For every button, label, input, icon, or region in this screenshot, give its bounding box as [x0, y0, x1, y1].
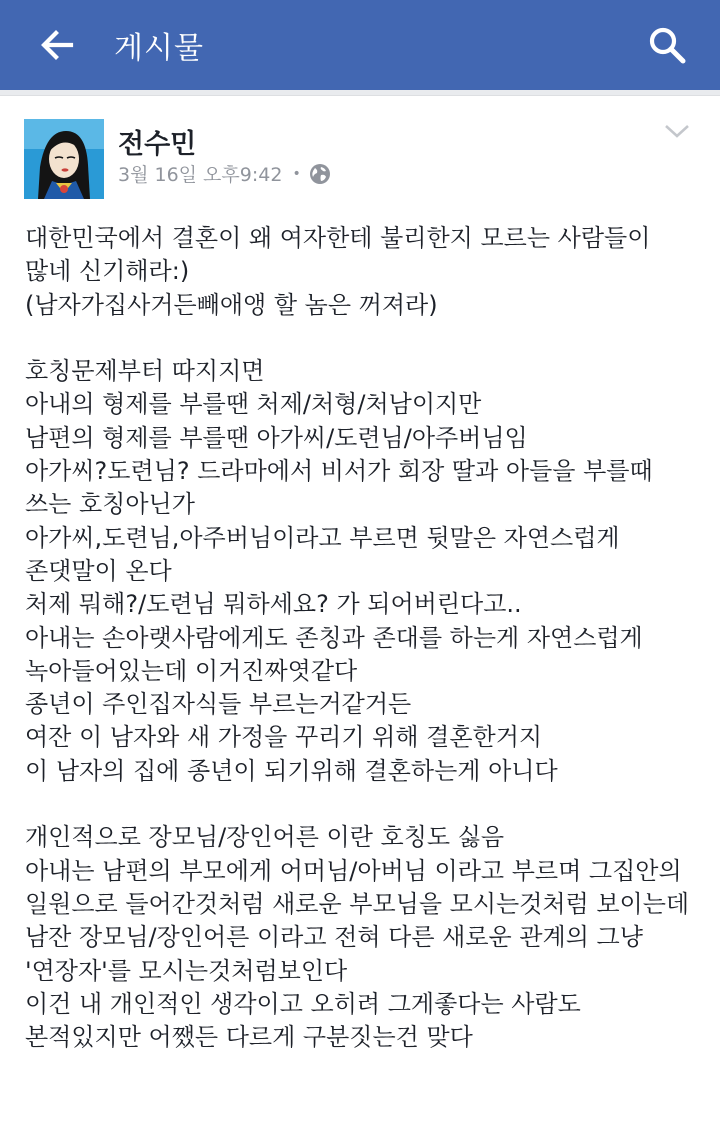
post-text-line: 아가씨,도련님,아주버님이라고 부르면 뒷말은 자연스럽게 [25, 523, 620, 552]
post-text-line: 많네 신기해라:) [25, 257, 190, 286]
app-bar [0, 0, 720, 90]
avatar[interactable] [24, 119, 104, 199]
post-text-line: 아가씨?도련님? 드라마에서 비서가 회장 딸과 아들을 부를때 [25, 457, 653, 486]
post-text-line: 아내의 형제를 부를땐 처제/처형/처남이지만 [25, 390, 482, 419]
post-text-line: 이건 내 개인적인 생각이고 오히려 그게좋다는 사람도 [25, 989, 581, 1018]
post-text-line: 처제 뭐해?/도련님 뭐하세요? 가 되어버린다고.. [25, 590, 522, 619]
author-name[interactable]: 전수민 [118, 129, 197, 160]
search-icon [647, 25, 687, 65]
globe-icon [309, 163, 331, 185]
post-text-line: 여잔 이 남자와 새 가정을 꾸리기 위해 결혼한거지 [25, 723, 543, 752]
post-body [25, 222, 705, 1054]
post-menu-button[interactable] [660, 116, 694, 146]
back-button[interactable] [30, 18, 84, 72]
post-text-line: 남잔 장모님/장인어른 이라고 전혀 다른 새로운 관계의 그냥 [25, 923, 643, 952]
post-text-line: 아내는 남편의 부모에게 어머님/아버님 이라고 부르며 그집안의 [25, 856, 682, 885]
post-text-line: 이 남자의 집에 종년이 되기위해 결혼하는게 아니다 [25, 756, 558, 785]
post-text-line: 일원으로 들어간것처럼 새로운 부모님을 모시는것처럼 보이는데 [25, 889, 690, 918]
post-text-line: 본적있지만 어쨌든 다르게 구분짓는건 맞다 [25, 1023, 473, 1052]
post-text-line: 남편의 형제를 부를땐 아가씨/도련님/아주버님임 [25, 423, 528, 452]
chevron-down-icon [664, 123, 690, 139]
search-button[interactable] [642, 20, 692, 70]
post-text-line: 녹아들어있는데 이거진짜엿같다 [25, 656, 358, 685]
profile-picture [24, 119, 104, 199]
post-card [0, 95, 720, 1128]
post-text-line: 존댓말이 온다 [25, 556, 172, 585]
post-text-line [25, 322, 705, 355]
post-text-line [25, 788, 705, 821]
post-text-line: 개인적으로 장모님/장인어른 이란 호칭도 싫음 [25, 823, 505, 852]
post-timestamp[interactable]: 3월 16일 오후9:42 [118, 164, 283, 186]
post-text-line: 아내는 손아랫사람에게도 존칭과 존대를 하는게 자연스럽게 [25, 623, 643, 652]
arrow-back-icon [37, 25, 77, 65]
post-text-line: (남자가집사거든빼애앵 할 놈은 꺼져라) [25, 290, 438, 319]
meta-separator: • [292, 165, 301, 182]
post-meta [118, 160, 331, 187]
post-text-line: 호칭문제부터 따지지면 [25, 357, 265, 386]
page-title: 게시물 [114, 31, 204, 66]
post-text-line: 대한민국에서 결혼이 왜 여자한테 불리한지 모르는 사람들이 [25, 224, 651, 252]
post-text-line: '연장자'를 모시는것처럼보인다 [25, 956, 348, 985]
post-text-line: 쓰는 호칭아닌가 [25, 490, 195, 519]
post-text-line: 종년이 주인집자식들 부르는거같거든 [25, 690, 412, 719]
